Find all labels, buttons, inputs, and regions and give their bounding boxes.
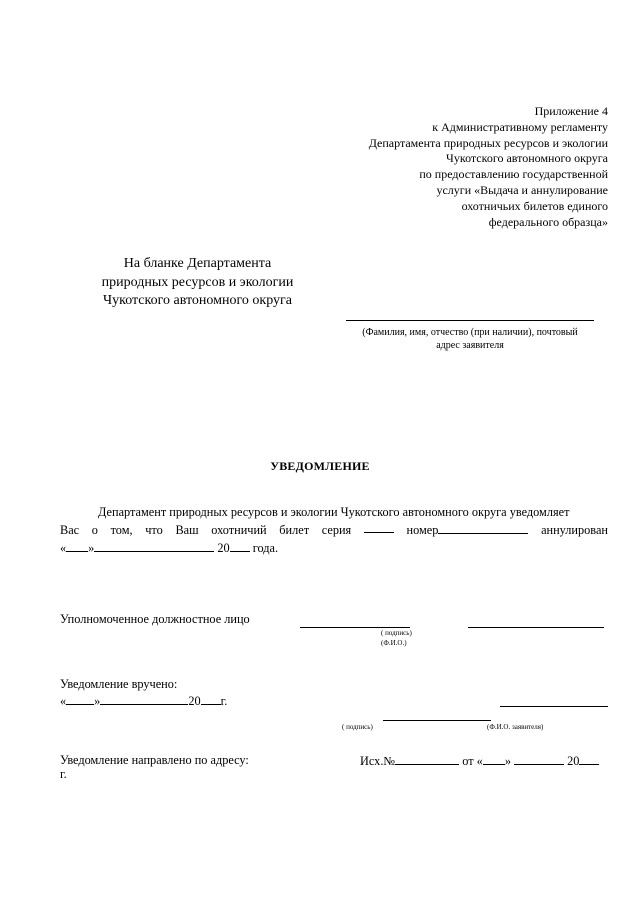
word: том, xyxy=(110,523,133,537)
number-field-group xyxy=(407,521,529,539)
year-prefix: 20 xyxy=(567,754,580,768)
day-blank[interactable] xyxy=(66,540,88,552)
year-blank[interactable] xyxy=(230,540,250,552)
appendix-line: федерального образца» xyxy=(488,214,608,229)
word: Ваш xyxy=(175,523,199,537)
word: аннулирован xyxy=(541,523,608,537)
paragraph-line-3 xyxy=(60,539,608,557)
appendix-line: охотничьих билетов единого xyxy=(461,198,608,213)
handed-year-blank[interactable] xyxy=(201,693,221,705)
series-blank[interactable] xyxy=(364,521,394,533)
quote-open: « xyxy=(60,541,67,555)
handed-date xyxy=(60,693,227,709)
appendix-line: по предоставлению государственной xyxy=(419,167,608,182)
official-sign-caption: ( подпись) xyxy=(381,629,412,637)
appendix-line: услуги «Выдача и аннулирование xyxy=(436,182,608,197)
appendix-header xyxy=(330,104,608,230)
year-suffix: г. xyxy=(220,694,228,708)
handed-day-blank[interactable] xyxy=(66,693,94,705)
out-number-blank[interactable] xyxy=(395,753,459,765)
handed-signature-line[interactable] xyxy=(383,720,491,721)
appendix-line: Департамента природных ресурсов и экологии xyxy=(368,135,608,150)
letterhead-note xyxy=(80,255,315,311)
paragraph-line-2 xyxy=(60,521,608,539)
appendix-line: Приложение 4 xyxy=(534,104,608,118)
letterhead-line: Чукотского автономного округа xyxy=(103,293,292,308)
word: билет xyxy=(279,523,310,537)
handed-name-caption: (Ф.И.О. заявителя) xyxy=(487,723,544,731)
quote-close: » xyxy=(504,754,511,768)
applicant-caption xyxy=(344,326,596,352)
word: номер xyxy=(406,523,439,537)
sent-label: Уведомление направлено по адресу: xyxy=(60,753,249,767)
sent-city: г. xyxy=(60,767,67,781)
letterhead-line: природных ресурсов и экологии xyxy=(101,274,294,290)
official-name-line[interactable] xyxy=(468,627,604,628)
outgoing-number xyxy=(360,753,599,769)
from-label: от « xyxy=(462,754,483,768)
quote-close: » xyxy=(88,541,95,555)
word: серия xyxy=(321,523,352,537)
appendix-line: Чукотского автономного округа xyxy=(446,151,608,166)
quote-close: » xyxy=(94,694,101,708)
quote-open: « xyxy=(60,694,67,708)
out-number-prefix: Исх.№ xyxy=(360,754,396,768)
number-blank[interactable] xyxy=(438,522,528,534)
word: Вас xyxy=(60,523,80,537)
word: охотничий xyxy=(211,523,267,537)
applicant-caption-line: (Фамилия, имя, отчество (при наличии), почтовый xyxy=(362,327,578,338)
official-label: Уполномоченное должностное лицо xyxy=(60,612,250,626)
handed-sign-caption: ( подпись) xyxy=(342,723,373,731)
applicant-input-line[interactable] xyxy=(346,320,594,321)
official-name-caption: (Ф.И.О.) xyxy=(381,639,407,647)
handed-name-line[interactable] xyxy=(500,706,608,707)
appendix-line: к Административному регламенту xyxy=(432,119,608,134)
year-prefix: 20 xyxy=(188,694,201,708)
official-signature-line[interactable] xyxy=(300,627,410,628)
document-title: УВЕДОМЛЕНИЕ xyxy=(270,459,370,473)
out-day-blank[interactable] xyxy=(483,753,505,765)
out-year-blank[interactable] xyxy=(579,753,599,765)
word: о xyxy=(91,523,98,537)
letterhead-line: На бланке Департамента xyxy=(123,256,272,271)
paragraph-line-1: Департамент природных ресурсов и экологии Чукотского автономного округа уведомляет xyxy=(98,505,570,519)
month-blank[interactable] xyxy=(94,540,214,552)
word: что xyxy=(145,523,163,537)
year-suffix: года. xyxy=(252,541,279,555)
year-prefix: 20 xyxy=(217,541,230,555)
applicant-caption-line: адрес заявителя xyxy=(436,340,504,351)
handed-month-blank[interactable] xyxy=(100,693,188,705)
out-month-blank[interactable] xyxy=(514,753,564,765)
handed-label: Уведомление вручено: xyxy=(60,677,178,691)
notice-paragraph xyxy=(60,503,608,557)
